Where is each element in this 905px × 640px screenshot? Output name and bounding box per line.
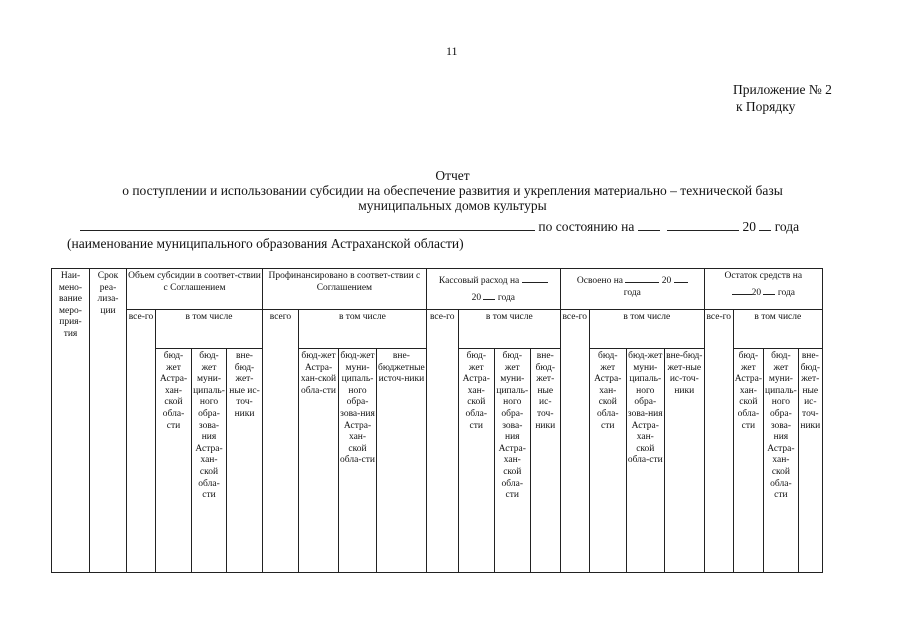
state-suffix: года (774, 219, 800, 234)
sub-regional-budget: бюд-жет Астра-хан-ской обла-сти (458, 349, 494, 573)
group-balance: Остаток средств на 20 года (704, 269, 822, 310)
including-col: в том числе (458, 310, 560, 349)
including-col: в том числе (299, 310, 427, 349)
group-cash-expense: Кассовый расход на 20 года (426, 269, 560, 310)
report-table (51, 268, 823, 573)
title-line-3: муниципальных домов культуры (358, 198, 547, 213)
total-col: всего (263, 310, 299, 573)
sub-regional-budget: бюд-жет Астра-хан-ской обла-сти (156, 349, 192, 573)
month-blank (667, 219, 739, 231)
total-col: все-го (560, 310, 589, 573)
sub-extrabudgetary: вне-бюд-жет-ные ис-точ-ники (530, 349, 560, 573)
title-line-1: Отчет (435, 168, 470, 183)
appendix-line-2: к Порядку (736, 99, 796, 114)
including-col: в том числе (156, 310, 263, 349)
sub-municipal-budget: бюд-жет муни-ципаль-ного обра-зова-ния Астра-хан-ской обла-сти (339, 349, 377, 573)
sub-regional-budget: бюд-жет Астра-хан-ской обла-сти (299, 349, 339, 573)
col-activity-name: Наи-мено-вание меро-прия-тия (52, 269, 90, 573)
org-caption: (наименование муниципального образования Астраханской области) (67, 236, 464, 251)
group-financed: Профинансировано в соответ-ствии с Соглашением (263, 269, 427, 310)
sub-municipal-budget: бюд-жет муни-ципаль-ного обра-зова-ния Астра-хан-ской обла-сти (764, 349, 799, 573)
state-date-line (80, 219, 799, 235)
total-col: все-го (127, 310, 156, 573)
title-line-2: о поступлении и использовании субсидии на обеспечение развития и укрепления материально – технической базы (122, 183, 783, 198)
appendix-line-1: Приложение № 2 (733, 82, 832, 97)
sub-regional-budget: бюд-жет Астра-хан-ской обла-сти (733, 349, 763, 573)
sub-municipal-budget: бюд-жет муни-ципаль-ного обра-зова-ния Астра-хан-ской обла-сти (626, 349, 664, 573)
including-col: в том числе (733, 310, 822, 349)
sub-regional-budget: бюд-жет Астра-хан-ской обла-сти (589, 349, 626, 573)
group-mastered: Освоено на 20 года (560, 269, 704, 310)
total-col: все-го (426, 310, 458, 573)
day-blank (638, 219, 660, 231)
total-col: все-го (704, 310, 733, 573)
report-title (40, 168, 865, 213)
sub-extrabudgetary: вне-бюд-жет-ные ис-точ-ники (798, 349, 822, 573)
sub-extrabudgetary: вне-бюд-жет-ные ис-точ-ники (227, 349, 263, 573)
sub-municipal-budget: бюд-жет муни-ципаль-ного обра-зова-ния Астра-хан-ской обла-сти (192, 349, 227, 573)
page-number: 11 (446, 44, 458, 58)
appendix-note (733, 81, 832, 115)
including-col: в том числе (589, 310, 704, 349)
col-term: Срок реа-лиза-ции (90, 269, 127, 573)
year-blank (759, 219, 771, 231)
group-subsidy-volume: Объем субсидии в соответ-ствии с Соглашением (127, 269, 263, 310)
state-prefix: по состоянию на (538, 219, 635, 234)
sub-municipal-budget: бюд-жет муни-ципаль-ного обра-зова-ния Астра-хан-ской обла-сти (494, 349, 530, 573)
state-year: 20 (742, 219, 756, 234)
sub-extrabudgetary: вне-бюд-жет-ные ис-точ-ники (664, 349, 704, 573)
municipality-blank (80, 219, 535, 231)
sub-extrabudgetary: вне-бюджетные источ-ники (377, 349, 427, 573)
